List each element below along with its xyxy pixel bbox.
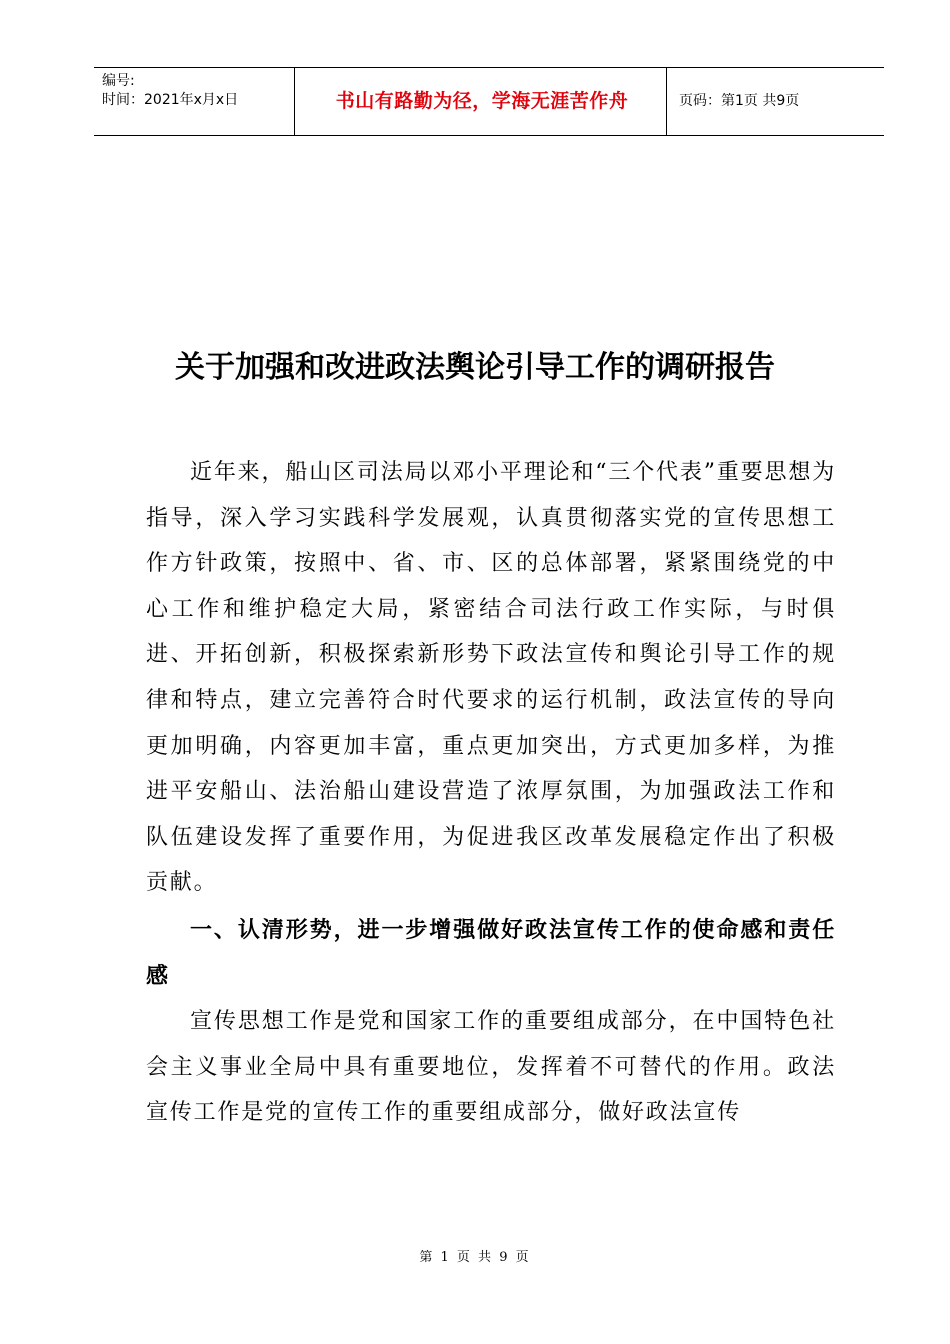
document-body [146,450,836,1136]
body-paragraph-2: 宣传思想工作是党和国家工作的重要组成部分，在中国特色社会主义事业全局中具有重要地位，发挥着不可替代的作用。政法宣传工作是党的宣传工作的重要组成部分，做好政法宣传 [146,1009,836,1126]
section-heading-1: 一、认清形势，进一步增强做好政法宣传工作的使命感和责任感 [146,917,836,989]
document-number-label: 编号: [102,73,135,89]
page-header [94,67,884,136]
document-time-label: 时间：2021年x月x日 [102,92,239,108]
header-divider-left [294,68,295,135]
page-footer: 第 1 页 共 9 页 [419,1250,531,1265]
document-title: 关于加强和改进政法舆论引导工作的调研报告 [175,350,775,385]
header-page-info: 页码：第1页 共9页 [679,93,800,109]
header-divider-right [666,68,667,135]
header-meta [102,72,238,110]
body-paragraph-1: 近年来，船山区司法局以邓小平理论和“三个代表”重要思想为指导，深入学习实践科学发展观，认真贯彻落实党的宣传思想工作方针政策，按照中、省、市、区的总体部署，紧紧围绕党的中心工作和维护稳定大局，紧密结合司法行政工作实际，与时俱进、开拓创新，积极探索新形势下政法宣传和舆论引导工作的规律和特点，建立完善符合时代要求的运行机制，政法宣传的导向更加明确，内容更加丰富，重点更加突出，方式更加多样，为推进平安船山、法治船山建设营造了浓厚氛围，为加强政法工作和队伍建设发挥了重要作用，为促进我区改革发展稳定作出了积极贡献。 [146,460,836,896]
header-motto: 书山有路勤为径，学海无涯苦作舟 [335,90,629,112]
